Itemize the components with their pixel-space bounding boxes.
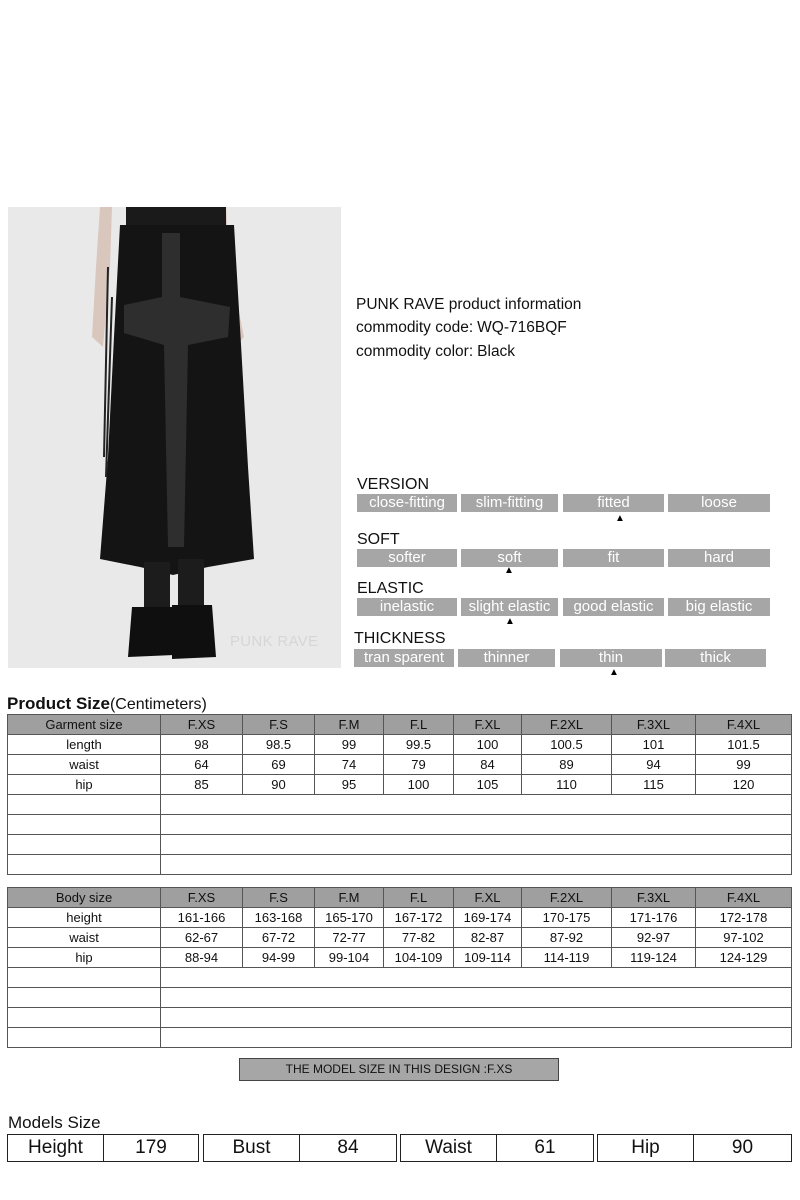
body-header-row: [8, 888, 792, 908]
body-cell: 172-178: [696, 908, 792, 928]
model-waist-label: Waist: [425, 1137, 472, 1158]
commodity-color: [356, 343, 515, 361]
garment-cell: 85: [161, 775, 243, 795]
model-size-note: THE MODEL SIZE IN THIS DESIGN :F.XS: [239, 1058, 559, 1081]
body-cell: 97-102: [696, 928, 792, 948]
body-cell: 165-170: [315, 908, 384, 928]
body-cell: 104-109: [384, 948, 454, 968]
body-cell: 170-175: [522, 908, 612, 928]
body-cell: 171-176: [612, 908, 696, 928]
models-size-title: Models Size: [8, 1113, 101, 1132]
soft-option: softer: [357, 549, 457, 567]
garment-cell: 95: [315, 775, 384, 795]
soft-option: soft: [461, 549, 558, 567]
garment-size-table: [7, 714, 792, 875]
table-row: [8, 928, 792, 948]
model-height-value: 179: [103, 1135, 198, 1161]
garment-cell: 99: [696, 755, 792, 775]
garment-cell: 79: [384, 755, 454, 775]
body-header-cell: F.XS: [161, 888, 243, 908]
body-cell: 114-119: [522, 948, 612, 968]
attr-title-elastic: ELASTIC: [357, 580, 424, 597]
model-waist-value: 61: [496, 1135, 593, 1161]
body-row-label: hip: [8, 948, 161, 968]
blank-cell: [8, 835, 161, 855]
body-cell: 124-129: [696, 948, 792, 968]
blank-row: [8, 1008, 792, 1028]
body-cell: 72-77: [315, 928, 384, 948]
blank-cell: [161, 968, 792, 988]
elastic-option: big elastic: [668, 598, 770, 616]
garment-cell: 69: [243, 755, 315, 775]
version-option: slim-fitting: [461, 494, 558, 512]
commodity-color-label: commodity color:: [356, 343, 474, 360]
commodity-code: [356, 319, 567, 337]
garment-cell: 100.5: [522, 735, 612, 755]
version-option: close-fitting: [357, 494, 457, 512]
product-size-title: [7, 694, 207, 714]
garment-header-cell: F.XL: [454, 715, 522, 735]
elastic-option: good elastic: [563, 598, 664, 616]
body-header-cell: F.L: [384, 888, 454, 908]
version-marker-icon: ▲: [615, 513, 625, 524]
blank-cell: [8, 1028, 161, 1048]
garment-cell: 98.5: [243, 735, 315, 755]
blank-cell: [8, 815, 161, 835]
body-cell: 167-172: [384, 908, 454, 928]
attr-title-thickness: THICKNESS: [354, 630, 446, 647]
garment-cell: 64: [161, 755, 243, 775]
elastic-option: slight elastic: [461, 598, 558, 616]
body-cell: 109-114: [454, 948, 522, 968]
body-header-cell: F.2XL: [522, 888, 612, 908]
blank-row: [8, 835, 792, 855]
garment-cell: 115: [612, 775, 696, 795]
garment-header-cell: F.3XL: [612, 715, 696, 735]
body-header-cell: F.M: [315, 888, 384, 908]
elastic-option: inelastic: [357, 598, 457, 616]
body-header-cell: Body size: [8, 888, 161, 908]
body-size-table: [7, 887, 792, 1048]
commodity-color-value: Black: [477, 343, 516, 360]
product-size-unit: (Centimeters): [109, 696, 207, 713]
garment-cell: 105: [454, 775, 522, 795]
body-cell: 77-82: [384, 928, 454, 948]
garment-cell: 98: [161, 735, 243, 755]
garment-header-cell: F.S: [243, 715, 315, 735]
garment-header-cell: F.L: [384, 715, 454, 735]
garment-cell: 120: [696, 775, 792, 795]
body-cell: 169-174: [454, 908, 522, 928]
elastic-marker-icon: ▲: [505, 616, 515, 627]
blank-cell: [8, 795, 161, 815]
table-row: [8, 908, 792, 928]
table-row: [8, 755, 792, 775]
garment-cell: 84: [454, 755, 522, 775]
blank-cell: [161, 1008, 792, 1028]
model-bust-box: [203, 1134, 397, 1162]
body-cell: 87-92: [522, 928, 612, 948]
garment-cell: 101: [612, 735, 696, 755]
blank-cell: [8, 988, 161, 1008]
garment-row-label: hip: [8, 775, 161, 795]
blank-row: [8, 988, 792, 1008]
body-cell: 119-124: [612, 948, 696, 968]
blank-cell: [161, 795, 792, 815]
garment-header-cell: F.M: [315, 715, 384, 735]
body-header-cell: F.XL: [454, 888, 522, 908]
commodity-code-label: commodity code:: [356, 319, 474, 336]
body-header-cell: F.S: [243, 888, 315, 908]
body-header-cell: F.4XL: [696, 888, 792, 908]
info-heading: PUNK RAVE product information: [356, 296, 582, 313]
commodity-code-value: WQ-716BQF: [477, 319, 567, 336]
table-row: [8, 775, 792, 795]
blank-cell: [161, 1028, 792, 1048]
thickness-marker-icon: ▲: [609, 667, 619, 678]
blank-cell: [161, 988, 792, 1008]
model-hip-box: [597, 1134, 792, 1162]
blank-cell: [161, 855, 792, 875]
garment-cell: 90: [243, 775, 315, 795]
garment-cell: 110: [522, 775, 612, 795]
body-cell: 82-87: [454, 928, 522, 948]
garment-cell: 99.5: [384, 735, 454, 755]
garment-cell: 100: [384, 775, 454, 795]
body-row-label: waist: [8, 928, 161, 948]
body-cell: 67-72: [243, 928, 315, 948]
blank-row: [8, 968, 792, 988]
table-row: [8, 948, 792, 968]
soft-marker-icon: ▲: [504, 565, 514, 576]
model-bust-label: Bust: [232, 1137, 271, 1158]
watermark-text: PUNK RAVE: [230, 633, 319, 650]
garment-header-cell: F.4XL: [696, 715, 792, 735]
product-size-label: Product Size: [7, 694, 110, 713]
model-height-label: Height: [28, 1137, 83, 1158]
blank-cell: [8, 1008, 161, 1028]
garment-row-label: length: [8, 735, 161, 755]
garment-cell: 74: [315, 755, 384, 775]
blank-cell: [161, 815, 792, 835]
blank-row: [8, 855, 792, 875]
model-waist-box: [400, 1134, 594, 1162]
version-option: loose: [668, 494, 770, 512]
garment-header-cell: F.XS: [161, 715, 243, 735]
body-cell: 163-168: [243, 908, 315, 928]
body-header-cell: F.3XL: [612, 888, 696, 908]
thickness-option: thin: [560, 649, 662, 667]
body-cell: 92-97: [612, 928, 696, 948]
garment-cell: 99: [315, 735, 384, 755]
thickness-option: thick: [665, 649, 766, 667]
body-cell: 161-166: [161, 908, 243, 928]
version-option: fitted: [563, 494, 664, 512]
garment-header-cell: F.2XL: [522, 715, 612, 735]
attr-title-soft: SOFT: [357, 531, 400, 548]
blank-row: [8, 795, 792, 815]
garment-header-row: [8, 715, 792, 735]
model-hip-value: 90: [693, 1135, 791, 1161]
body-cell: 62-67: [161, 928, 243, 948]
table-row: [8, 735, 792, 755]
soft-option: hard: [668, 549, 770, 567]
garment-header-cell: Garment size: [8, 715, 161, 735]
garment-cell: 100: [454, 735, 522, 755]
body-cell: 94-99: [243, 948, 315, 968]
thickness-option: tran sparent: [354, 649, 454, 667]
blank-cell: [161, 835, 792, 855]
model-bust-value: 84: [299, 1135, 396, 1161]
body-cell: 88-94: [161, 948, 243, 968]
thickness-option: thinner: [458, 649, 555, 667]
model-hip-label: Hip: [631, 1137, 660, 1158]
body-cell: 99-104: [315, 948, 384, 968]
blank-cell: [8, 855, 161, 875]
blank-row: [8, 815, 792, 835]
garment-cell: 94: [612, 755, 696, 775]
attr-title-version: VERSION: [357, 476, 430, 493]
garment-row-label: waist: [8, 755, 161, 775]
skirt-model-illustration: [8, 207, 341, 668]
body-row-label: height: [8, 908, 161, 928]
model-height-box: [7, 1134, 199, 1162]
garment-cell: 101.5: [696, 735, 792, 755]
blank-row: [8, 1028, 792, 1048]
product-photo: [8, 207, 341, 668]
soft-option: fit: [563, 549, 664, 567]
garment-cell: 89: [522, 755, 612, 775]
blank-cell: [8, 968, 161, 988]
